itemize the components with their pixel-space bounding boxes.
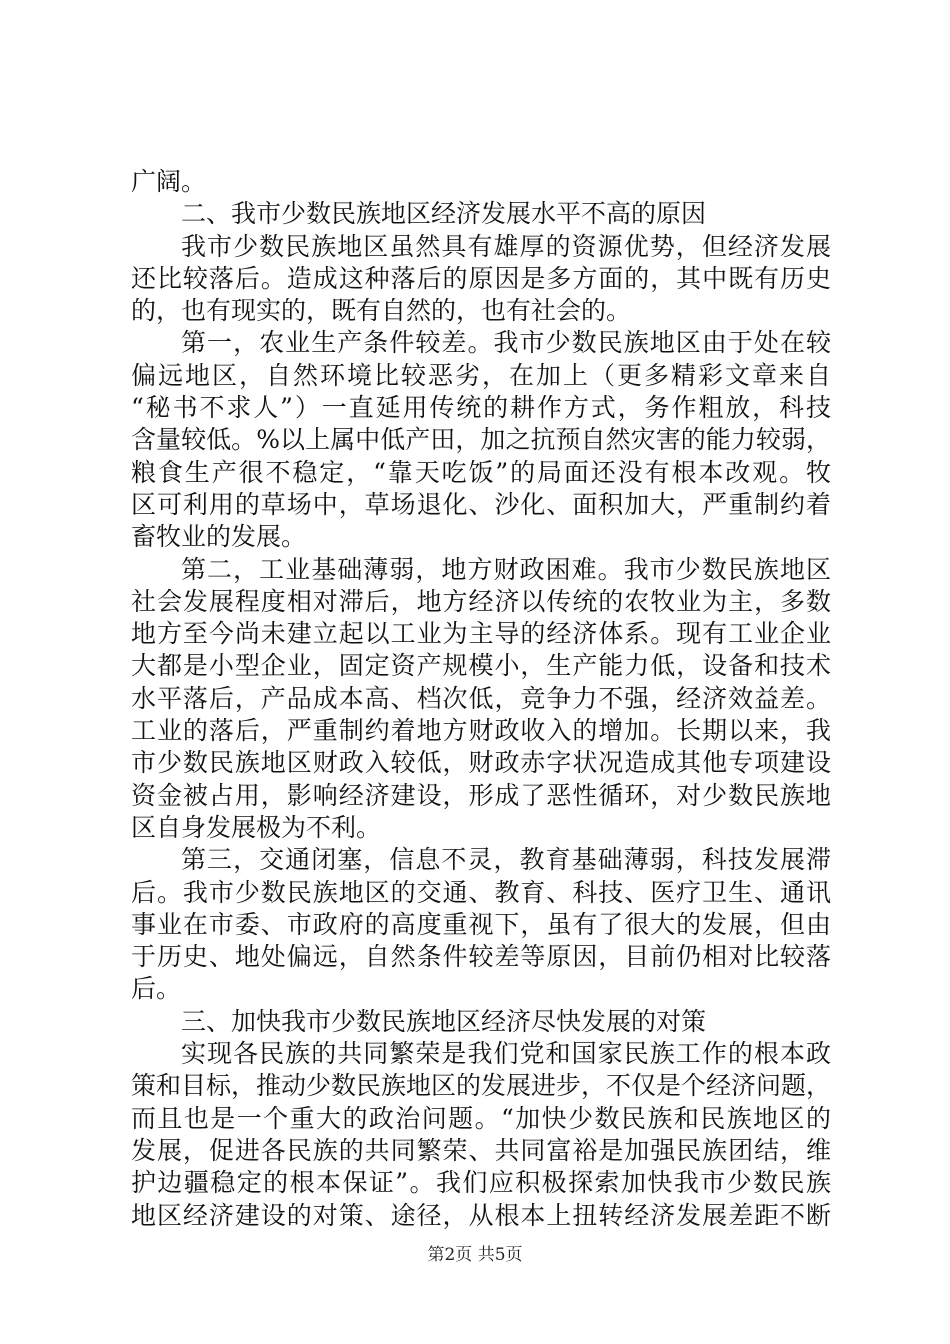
text-line: 区可利用的草场中，草场退化、沙化、面积加大，严重制约着 — [131, 489, 831, 519]
text-line: 社会发展程度相对滞后，地方经济以传统的农牧业为主，多数 — [131, 586, 831, 616]
text-line: 畜牧业的发展。 — [131, 522, 307, 552]
text-line: 策和目标，推动少数民族地区的发展进步，不仅是个经济问题， — [131, 1071, 832, 1101]
text-line: 广阔。 — [131, 167, 207, 196]
text-line: 我市少数民族地区虽然具有雄厚的资源优势，但经济发展 — [181, 231, 831, 261]
text-line: 大都是小型企业，固定资产规模小，生产能力低，设备和技术 — [131, 651, 831, 681]
text-line: 市少数民族地区财政入较低，财政赤字状况造成其他专项建设 — [131, 748, 831, 778]
text-line: 后。 — [131, 974, 182, 1004]
text-line: 实现各民族的共同繁荣是我们党和国家民族工作的根本政 — [181, 1039, 831, 1069]
text-line: 发展，促进各民族的共同繁荣、共同富裕是加强民族团结，维 — [131, 1135, 831, 1165]
text-line: 偏远地区，自然环境比较恶劣，在加上（更多精彩文章来自 — [131, 360, 831, 390]
text-line: 还比较落后。造成这种落后的原因是多方面的，其中既有历史 — [131, 263, 831, 293]
text-line: 粮食生产很不稳定，“靠天吃饭”的局面还没有根本改观。牧 — [131, 457, 831, 487]
text-line: 水平落后，产品成本高、档次低，竞争力不强，经济效益差。 — [131, 683, 831, 713]
text-line: 而且也是一个重大的政治问题。“加快少数民族和民族地区的 — [131, 1103, 831, 1133]
text-line: 地方至今尚未建立起以工业为主导的经济体系。现有工业企业 — [131, 619, 831, 649]
text-line: 事业在市委、市政府的高度重视下，虽有了很大的发展，但由 — [131, 909, 831, 939]
text-line: 于历史、地处偏远，自然条件较差等原因，目前仍相对比较落 — [131, 942, 831, 972]
text-line: 含量较低。%以上属中低产田，加之抗预自然灾害的能力较弱， — [131, 425, 831, 455]
text-line: 资金被占用，影响经济建设，形成了恶性循环，对少数民族地 — [131, 780, 831, 810]
text-line: 地区经济建设的对策、途径，从根本上扭转经济发展差距不断 — [131, 1200, 831, 1230]
text-line: 第三，交通闭塞，信息不灵，教育基础薄弱，科技发展滞 — [181, 845, 831, 875]
text-line: 工业的落后，严重制约着地方财政收入的增加。长期以来，我 — [131, 716, 831, 746]
text-line: 第一，农业生产条件较差。我市少数民族地区由于处在较 — [181, 328, 831, 358]
document-body — [131, 166, 831, 1232]
text-line: 的，也有现实的，既有自然的，也有社会的。 — [131, 296, 632, 326]
text-line: 三、加快我市少数民族地区经济尽快发展的对策 — [181, 1006, 707, 1036]
text-line: “秘书不求人”）一直延用传统的耕作方式，务作粗放，科技 — [131, 393, 831, 423]
text-line: 二、我市少数民族地区经济发展水平不高的原因 — [181, 199, 707, 229]
page-number-footer: 第2页 共5页 — [427, 1245, 523, 1265]
text-line: 后。我市少数民族地区的交通、教育、科技、医疗卫生、通讯 — [131, 877, 831, 907]
text-line: 护边疆稳定的根本保证”。我们应积极探索加快我市少数民族 — [131, 1168, 831, 1198]
text-line: 区自身发展极为不利。 — [131, 812, 382, 842]
text-line: 第二，工业基础薄弱，地方财政困难。我市少数民族地区 — [181, 554, 831, 584]
